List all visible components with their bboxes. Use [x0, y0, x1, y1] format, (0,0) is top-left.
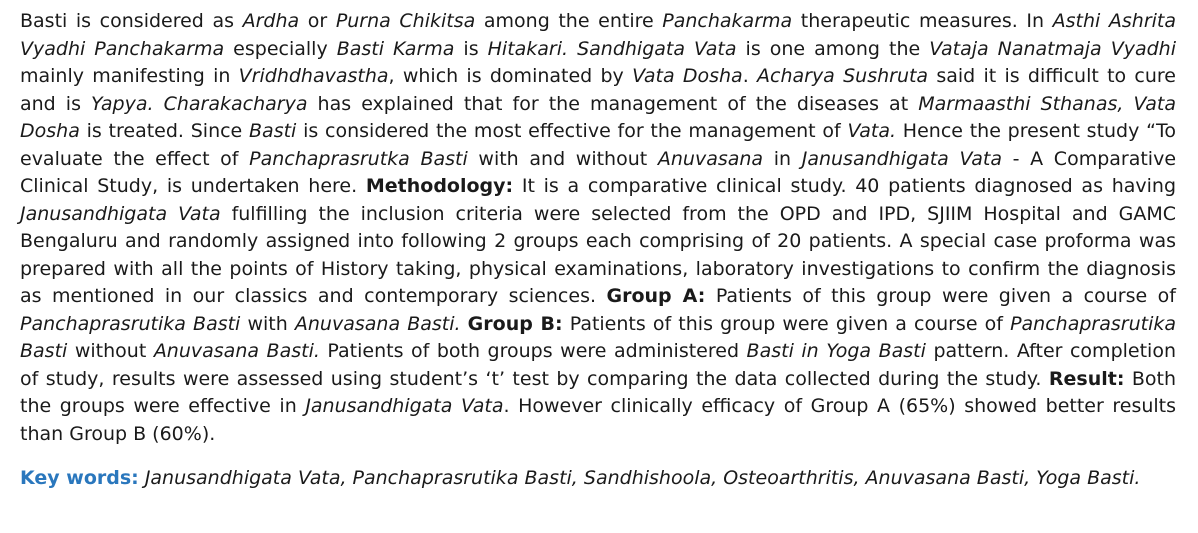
abstract-term: Marmaasthi Sthanas, Vata Dosha [20, 92, 1176, 142]
abstract-term: Anuvasana Basti. [294, 312, 461, 335]
keywords-list: Janusandhigata Vata, Panchaprasrutika Basti, Sandhishoola, Osteoarthritis, Anuvasana Basti, Yoga Basti. [144, 467, 1141, 489]
abstract-text: with and without [467, 147, 658, 170]
abstract-term: Anuvasana [657, 147, 764, 170]
abstract-text: Basti is considered as [20, 10, 243, 32]
abstract-term: Basti Karma [336, 37, 455, 60]
abstract-text: or [299, 10, 336, 32]
abstract-term: Asthi Ashrita Vyadhi Panchakarma [20, 10, 1177, 60]
abstract-term: Vridhdhavastha [238, 65, 389, 87]
abstract-term: Anuvasana Basti. [153, 340, 320, 362]
abstract-term: Acharya Sushruta [757, 65, 929, 87]
abstract-text: therapeutic measures. In [792, 10, 1053, 32]
abstract-text: , which is dominated by [388, 65, 633, 87]
abstract-heading: Methodology: [365, 175, 514, 197]
abstract-term: Basti in Yoga Basti [746, 340, 926, 362]
abstract-text: It is a comparative clinical study. 40 patients diagnosed as having [513, 175, 1177, 197]
abstract-text: Patients of this group were given a course of [562, 312, 1011, 335]
abstract-term: Vataja Nanatmaja Vyadhi [929, 37, 1176, 60]
abstract-term: Janusandhigata Vata [801, 147, 1002, 170]
abstract-text: is one among the [736, 37, 930, 60]
abstract-term: Janusandhigata Vata [305, 395, 504, 417]
abstract-text: Both the groups were effective in [20, 367, 1176, 417]
abstract-text: without [67, 340, 154, 362]
abstract-text: pattern. After completion of study, results were assessed using student’s ‘t’ test by comparing the data collected during the study. [20, 340, 1176, 390]
abstract-term: Hitakari. Sandhigata Vata [487, 37, 737, 60]
abstract-term: Yapya. Charakacharya [91, 92, 308, 115]
abstract-text: is [454, 37, 488, 60]
abstract-text: especially [224, 37, 337, 60]
abstract-text: is considered the most effective for the management of [296, 120, 848, 142]
abstract-text: among the entire [475, 10, 663, 32]
abstract-heading: Result: [1048, 367, 1125, 390]
abstract-text: is treated. Since [79, 120, 250, 142]
abstract-text: fulfilling the inclusion criteria were selected from the OPD and IPD, SJIIM Hospital and GAMC Bengaluru and randomly assigned into following 2 groups each comprising of 20 patients. A special case proforma was prepared with all the points of History taking, physical examinations, laboratory investigations to confirm the diagnosis as mentioned in our classics and contemporary sciences. [20, 202, 1176, 307]
abstract-text: said it is difficult to cure and is [20, 65, 1176, 115]
abstract-text [461, 313, 468, 335]
abstract-text: has explained that for the management of the diseases at [307, 92, 919, 115]
abstract-term: Panchaprasrutika Basti [20, 312, 1176, 362]
abstract-text: mainly manifesting in [20, 65, 239, 87]
abstract-text: with [240, 312, 295, 335]
abstract-term: Janusandhigata Vata [20, 202, 221, 225]
abstract-text: in [763, 147, 802, 170]
abstract-heading: Group B: [467, 312, 563, 335]
abstract-text: - A Comparative Clinical Study, is undertaken here. [20, 147, 1177, 197]
abstract-text: Patients of this group were given a course of [705, 285, 1176, 307]
abstract-term: Vata. [847, 120, 897, 142]
keywords-label: Key words: [20, 467, 139, 489]
abstract-heading: Group A: [606, 285, 706, 307]
abstract-term: Basti [249, 120, 297, 142]
keywords-paragraph [20, 465, 1176, 493]
abstract-term: Vata Dosha [632, 65, 743, 87]
abstract-text: Hence the present study “To evaluate the effect of [20, 120, 1176, 170]
abstract-term: Panchaprasrutika Basti [20, 312, 241, 335]
abstract-text: . [742, 65, 757, 87]
abstract-paragraph [20, 8, 1176, 448]
abstract-term: Panchakarma [662, 10, 793, 32]
abstract-term: Panchaprasrutka Basti [249, 147, 468, 170]
abstract-term: Purna Chikitsa [335, 10, 476, 32]
abstract-term: Ardha [242, 10, 300, 32]
abstract-text: . However clinically efficacy of Group A (65%) showed better results than Group B (60%). [20, 395, 1177, 445]
abstract-text: Patients of both groups were administered [319, 340, 747, 362]
